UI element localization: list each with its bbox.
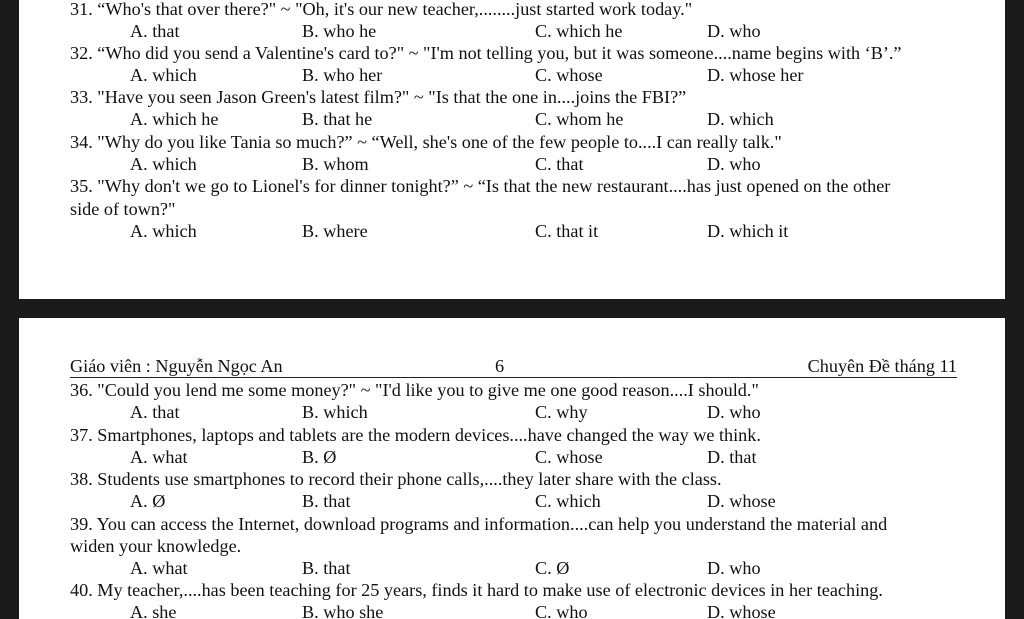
- question-37-option-a: A. what: [130, 447, 188, 467]
- question-32-option-d: D. whose her: [707, 65, 804, 85]
- question-36-option-b: B. which: [302, 402, 368, 422]
- question-34-option-c: C. that: [535, 154, 584, 174]
- question-34-option-b: B. whom: [302, 154, 369, 174]
- question-33-option-a: A. which he: [130, 109, 219, 129]
- page-header: [70, 355, 957, 378]
- question-39-option-c: C. Ø: [535, 558, 570, 578]
- question-34-text: 34. "Why do you like Tania so much?” ~ “Well, she's one of the few people to....I can really talk.": [70, 132, 782, 152]
- question-35-text: 35. "Why don't we go to Lionel's for dinner tonight?” ~ “Is that the new restaurant....has just opened on the other: [70, 176, 891, 196]
- teacher-name: Giáo viên : Nguyễn Ngọc An: [70, 356, 283, 376]
- page-number: 6: [495, 356, 505, 376]
- question-36-option-c: C. why: [535, 402, 588, 422]
- question-39-option-d: D. who: [707, 558, 761, 578]
- question-33-option-c: C. whom he: [535, 109, 624, 129]
- question-39-text-continued: widen your knowledge.: [70, 536, 242, 556]
- question-40-option-a: A. she: [130, 602, 177, 619]
- question-36-text: 36. "Could you lend me some money?" ~ "I'd like you to give me one good reason....I should.": [70, 380, 759, 400]
- question-33-text: 33. "Have you seen Jason Green's latest film?" ~ "Is that the one in....joins the FBI?”: [70, 87, 687, 107]
- question-33-option-b: B. that he: [302, 109, 373, 129]
- question-40-text: 40. My teacher,....has been teaching for 25 years, finds it hard to make use of electronic devices in her teaching.: [70, 580, 883, 600]
- question-31-option-c: C. which he: [535, 21, 623, 41]
- question-34-option-a: A. which: [130, 154, 197, 174]
- question-32-option-b: B. who her: [302, 65, 383, 85]
- question-39-option-a: A. what: [130, 558, 188, 578]
- question-31-text: 31. “Who's that over there?" ~ "Oh, it's our new teacher,........just started work today.": [70, 0, 693, 19]
- question-34-option-d: D. who: [707, 154, 761, 174]
- question-32-option-a: A. which: [130, 65, 197, 85]
- question-36-option-a: A. that: [130, 402, 180, 422]
- question-33-option-d: D. which: [707, 109, 774, 129]
- question-31-option-d: D. who: [707, 21, 761, 41]
- question-38-option-d: D. whose: [707, 491, 776, 511]
- question-37-option-c: C. whose: [535, 447, 603, 467]
- question-35-option-a: A. which: [130, 221, 197, 241]
- question-39-option-b: B. that: [302, 558, 351, 578]
- question-36-option-d: D. who: [707, 402, 761, 422]
- question-31-option-a: A. that: [130, 21, 180, 41]
- question-37-option-d: D. that: [707, 447, 757, 467]
- question-38-option-b: B. that: [302, 491, 351, 511]
- worksheet-page-top: [19, 0, 1005, 299]
- question-38-text: 38. Students use smartphones to record their phone calls,....they later share with the class.: [70, 469, 722, 489]
- topic-title: Chuyên Đề tháng 11: [807, 356, 957, 376]
- question-35-option-d: D. which it: [707, 221, 789, 241]
- question-35-text-continued: side of town?": [70, 199, 176, 219]
- question-40-option-c: C. who: [535, 602, 588, 619]
- question-38-option-a: A. Ø: [130, 491, 166, 511]
- question-39-text: 39. You can access the Internet, download programs and information....can help you understand the material and: [70, 514, 888, 534]
- question-31-option-b: B. who he: [302, 21, 377, 41]
- question-35-option-b: B. where: [302, 221, 368, 241]
- question-40-option-d: D. whose: [707, 602, 776, 619]
- question-38-option-c: C. which: [535, 491, 601, 511]
- worksheet-page-bottom: [19, 318, 1005, 619]
- question-37-text: 37. Smartphones, laptops and tablets are the modern devices....have changed the way we think.: [70, 425, 761, 445]
- question-40-option-b: B. who she: [302, 602, 384, 619]
- question-32-option-c: C. whose: [535, 65, 603, 85]
- question-35-option-c: C. that it: [535, 221, 599, 241]
- question-32-text: 32. “Who did you send a Valentine's card to?" ~ "I'm not telling you, but it was someone....name begins with ‘B’.”: [70, 43, 902, 63]
- question-37-option-b: B. Ø: [302, 447, 337, 467]
